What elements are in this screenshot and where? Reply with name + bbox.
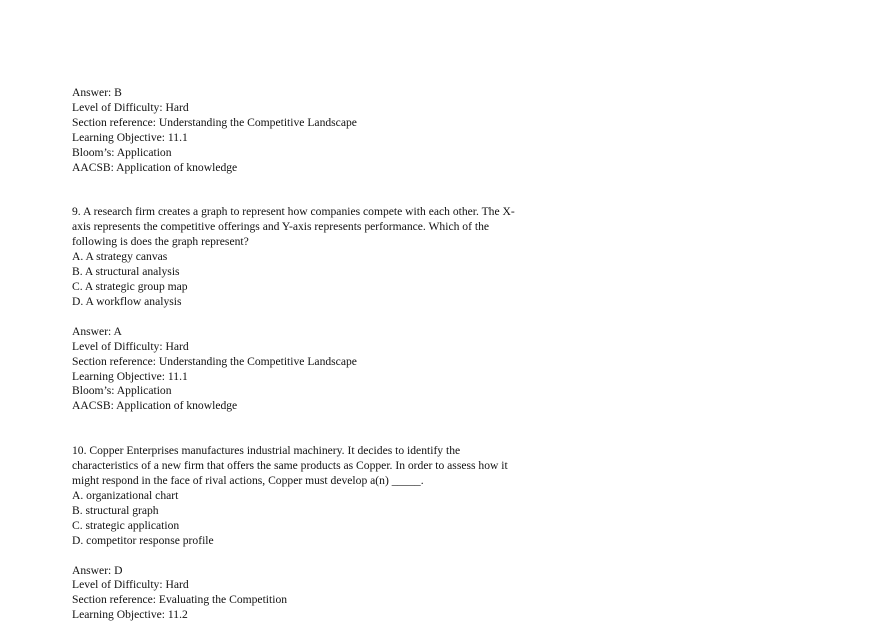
option-c: C. strategic application [72, 518, 180, 532]
spacer [72, 310, 542, 325]
option-b: B. A structural analysis [72, 265, 180, 279]
answer-line: Answer: B [72, 86, 122, 99]
question-text-line: 10. Copper Enterprises manufactures industrial machinery. It decides to identify the [72, 444, 461, 458]
answer-block-8 [72, 86, 542, 175]
spacer [72, 549, 542, 564]
option-c: C. A strategic group map [72, 279, 188, 293]
question-text-line: characteristics of a new firm that offers the same products as Copper. In order to assess how it [72, 459, 508, 473]
difficulty-line: Level of Difficulty: Hard [72, 100, 189, 114]
objective-line: Learning Objective: 11.1 [72, 369, 188, 383]
spacer [72, 414, 542, 444]
aacsb-line: AACSB: Application of knowledge [72, 160, 238, 174]
question-text-line: following is does the graph represent? [72, 235, 249, 249]
objective-line: Learning Objective: 11.2 [72, 608, 188, 622]
spacer [72, 175, 542, 205]
option-d: D. A workflow analysis [72, 294, 182, 308]
section-line: Section reference: Understanding the Competitive Landscape [72, 115, 357, 129]
blooms-line: Bloom’s: Application [72, 384, 172, 398]
question-9 [72, 205, 542, 309]
blooms-line: Bloom’s: Application [72, 145, 172, 159]
answer-block-9 [72, 325, 542, 414]
section-line: Section reference: Understanding the Competitive Landscape [72, 354, 357, 368]
document-page [72, 86, 542, 623]
option-b: B. structural graph [72, 503, 159, 517]
difficulty-line: Level of Difficulty: Hard [72, 339, 189, 353]
question-text-line: might respond in the face of rival actions, Copper must develop a(n) _____. [72, 474, 424, 488]
section-line: Section reference: Evaluating the Competition [72, 593, 288, 607]
answer-block-10 [72, 564, 542, 623]
question-10 [72, 444, 542, 548]
option-a: A. A strategy canvas [72, 250, 168, 264]
answer-line: Answer: A [72, 324, 122, 338]
objective-line: Learning Objective: 11.1 [72, 130, 188, 144]
question-text-line: 9. A research firm creates a graph to represent how companies compete with each other. The X- [72, 205, 515, 219]
question-text-line: axis represents the competitive offerings and Y-axis represents performance. Which of the [72, 220, 490, 234]
option-d: D. competitor response profile [72, 533, 214, 547]
answer-line: Answer: D [72, 563, 123, 577]
option-a: A. organizational chart [72, 488, 179, 502]
aacsb-line: AACSB: Application of knowledge [72, 399, 238, 413]
difficulty-line: Level of Difficulty: Hard [72, 578, 189, 592]
